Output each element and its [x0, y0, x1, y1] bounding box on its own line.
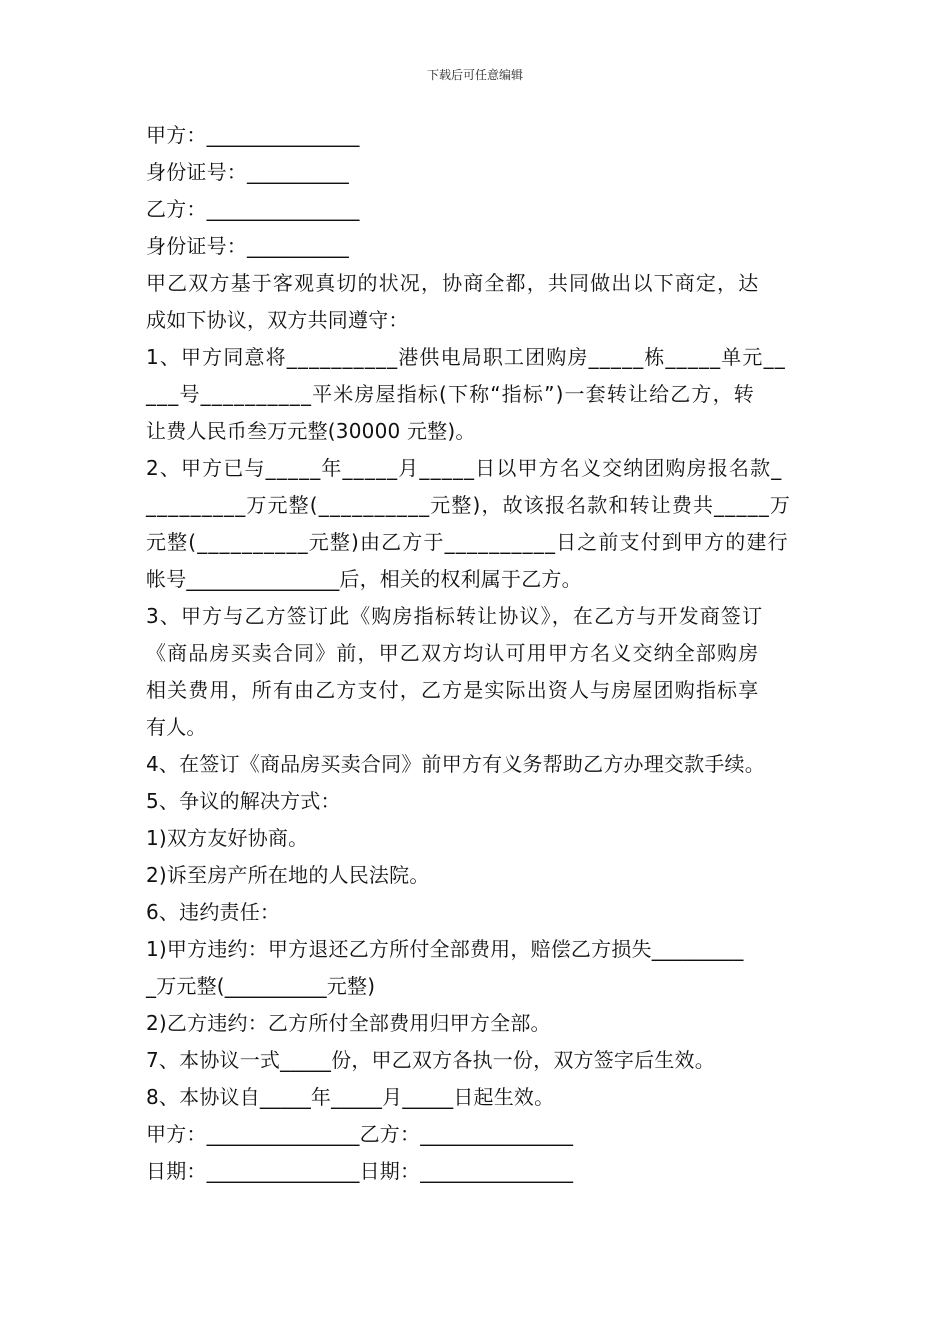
clause-3-line-1: 3、甲方与乙方签订此《购房指标转让协议》，在乙方与开发商签订	[146, 604, 764, 628]
clause-2-line-1: 2、甲方已与_____年_____月_____日以甲方名义交纳团购房报名款_	[146, 456, 783, 480]
clause-3-line-2: 《商品房买卖合同》前，甲乙双方均认可用甲方名义交纳全部购房	[146, 641, 760, 665]
party-b-line: 乙方：_______________	[146, 197, 360, 221]
clause-7-line: 7、本协议一式_____份，甲乙双方各执一份，双方签字后生效。	[146, 1048, 715, 1072]
agreement-body	[146, 117, 826, 1190]
clause-8-line: 8、本协议自_____年_____月_____日起生效。	[146, 1085, 555, 1109]
signature-line: 甲方：_______________乙方：_______________	[146, 1122, 574, 1146]
clause-6-item-1-line-1: 1)甲方违约：甲方退还乙方所付全部费用，赔偿乙方损失_________	[146, 937, 744, 961]
preamble-line-2: 成如下协议，双方共同遵守：	[146, 308, 409, 332]
clause-4-line: 4、在签订《商品房买卖合同》前甲方有义务帮助乙方办理交款手续。	[146, 752, 765, 776]
clause-5-heading: 5、争议的解决方式：	[146, 789, 341, 813]
party-a-id-line: 身份证号：__________	[146, 160, 349, 184]
clause-5-item-1: 1)双方友好协商。	[146, 826, 309, 850]
clause-2-line-4: 帐号_______________后，相关的权利属于乙方。	[146, 567, 582, 591]
clause-5-item-2: 2)诉至房产所在地的人民法院。	[146, 863, 430, 887]
clause-6-item-2: 2)乙方违约：乙方所付全部费用归甲方全部。	[146, 1011, 551, 1035]
clause-3-line-4: 有人。	[146, 715, 207, 739]
clause-1-line-1: 1、甲方同意将__________港供电局职工团购房_____栋_____单元__	[146, 345, 786, 369]
clause-6-item-1-line-2: _万元整(__________元整)	[146, 974, 376, 998]
clause-2-line-3: 元整(__________元整)由乙方于__________日之前支付到甲方的建行	[146, 530, 789, 554]
clause-1-line-2: ___号__________平米房屋指标(下称“指标”)一套转让给乙方，转	[146, 382, 755, 406]
clause-3-line-3: 相关费用，所有由乙方支付，乙方是实际出资人与房屋团购指标享	[146, 678, 760, 702]
clause-1-line-3: 让费人民币叁万元整(30000 元整)。	[146, 419, 476, 443]
party-a-line: 甲方：_______________	[146, 123, 360, 147]
page-header: 下载后可任意编辑	[426, 68, 523, 82]
date-line: 日期：_______________日期：_______________	[146, 1159, 574, 1183]
preamble-line-1: 甲乙双方基于客观真切的状况，协商全都，共同做出以下商定，达	[146, 271, 760, 295]
clause-2-line-2: _________万元整(__________元整)，故该报名款和转让费共_____万	[146, 493, 792, 517]
clause-6-heading: 6、违约责任：	[146, 900, 281, 924]
party-b-id-line: 身份证号：__________	[146, 234, 349, 258]
